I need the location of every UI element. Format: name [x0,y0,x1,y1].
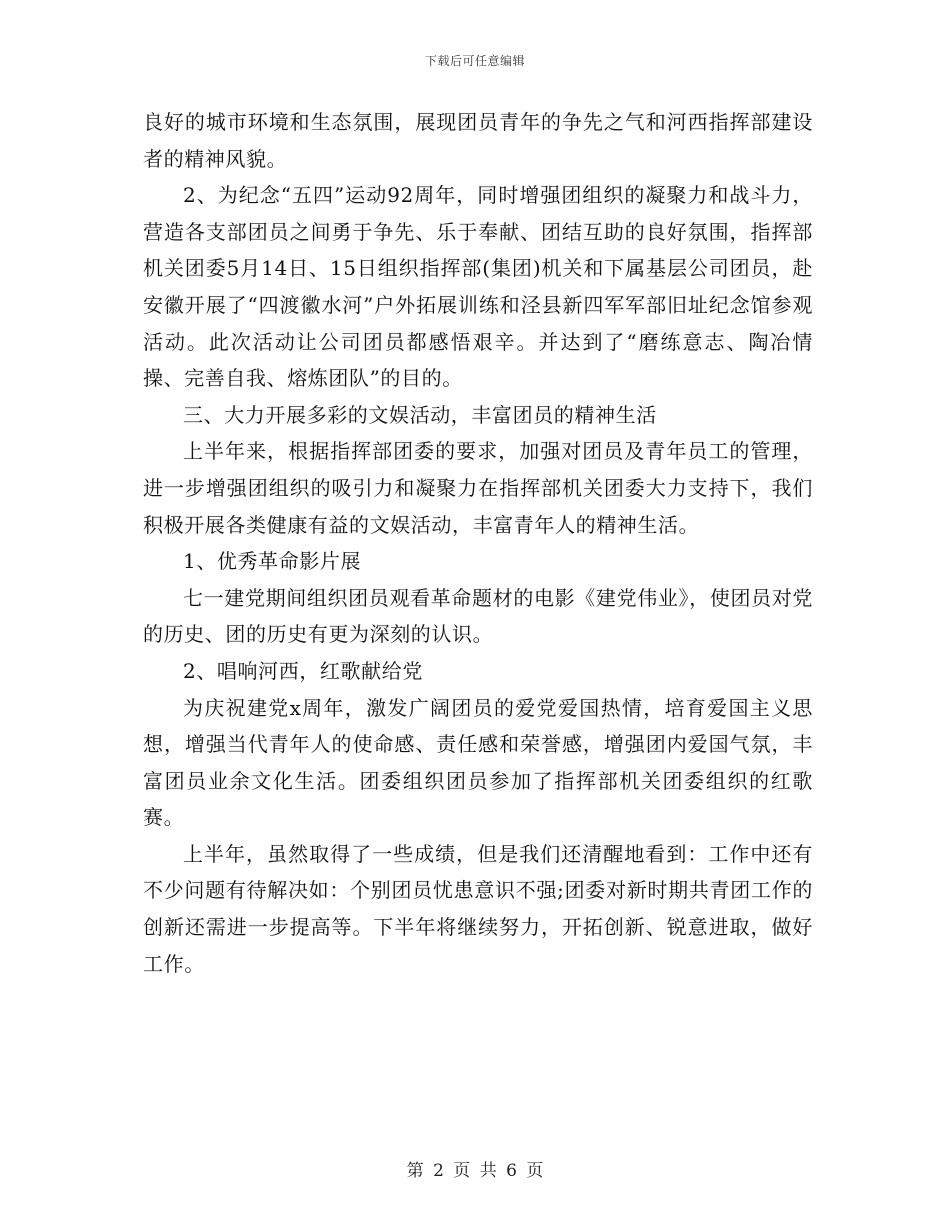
subsection-heading: 1、优秀革命影片展 [183,549,362,574]
page-header-note: 下载后可任意编辑 [424,54,525,68]
paragraph: 上半年，虽然取得了一些成绩，但是我们还清醒地看到：工作中还有不少问题有待解决如：个别团员忧患意识不强;团委对新时期共青团工作的创新还需进一步提高等。下半年将继续努力，开拓创新、锐意进取，做好工作。 [143,841,813,976]
document-body [143,104,813,982]
page-number: 第 2 页 共 6 页 [406,1161,544,1181]
paragraph: 2、为纪念“五四”运动92周年，同时增强团组织的凝聚力和战斗力，营造各支部团员之间勇于争先、乐于奉献、团结互助的良好氛围，指挥部机关团委5月14日、15日组织指挥部(集团)机关和下属基层公司团员，赴安徽开展了“四渡徽水河”户外拓展训练和泾县新四军军部旧址纪念馆参观活动。此次活动让公司团员都感悟艰辛。并达到了“磨练意志、陶冶情操、完善自我、熔炼团队”的目的。 [143,183,813,391]
section-heading: 三、大力开展多彩的文娱活动，丰富团员的精神生活 [183,402,657,427]
subsection-heading: 2、唱响河西，红歌献给党 [183,658,423,683]
paragraph: 为庆祝建党x周年，激发广阔团员的爱党爱国热情，培育爱国主义思想，增强当代青年人的使命感、责任感和荣誉感，增强团内爱国气氛，丰富团员业余文化生活。团委组织团员参加了指挥部机关团委组织的红歌赛。 [143,695,813,830]
paragraph: 七一建党期间组织团员观看革命题材的电影《建党伟业》，使团员对党的历史、团的历史有更为深刻的认识。 [143,585,813,647]
paragraph: 上半年来，根据指挥部团委的要求，加强对团员及青年员工的管理，进一步增强团组织的吸引力和凝聚力在指挥部机关团委大力支持下，我们积极开展各类健康有益的文娱活动，丰富青年人的精神生活。 [143,439,813,537]
paragraph: 良好的城市环境和生态氛围，展现团员青年的争先之气和河西指挥部建设者的精神风貌。 [143,110,813,171]
